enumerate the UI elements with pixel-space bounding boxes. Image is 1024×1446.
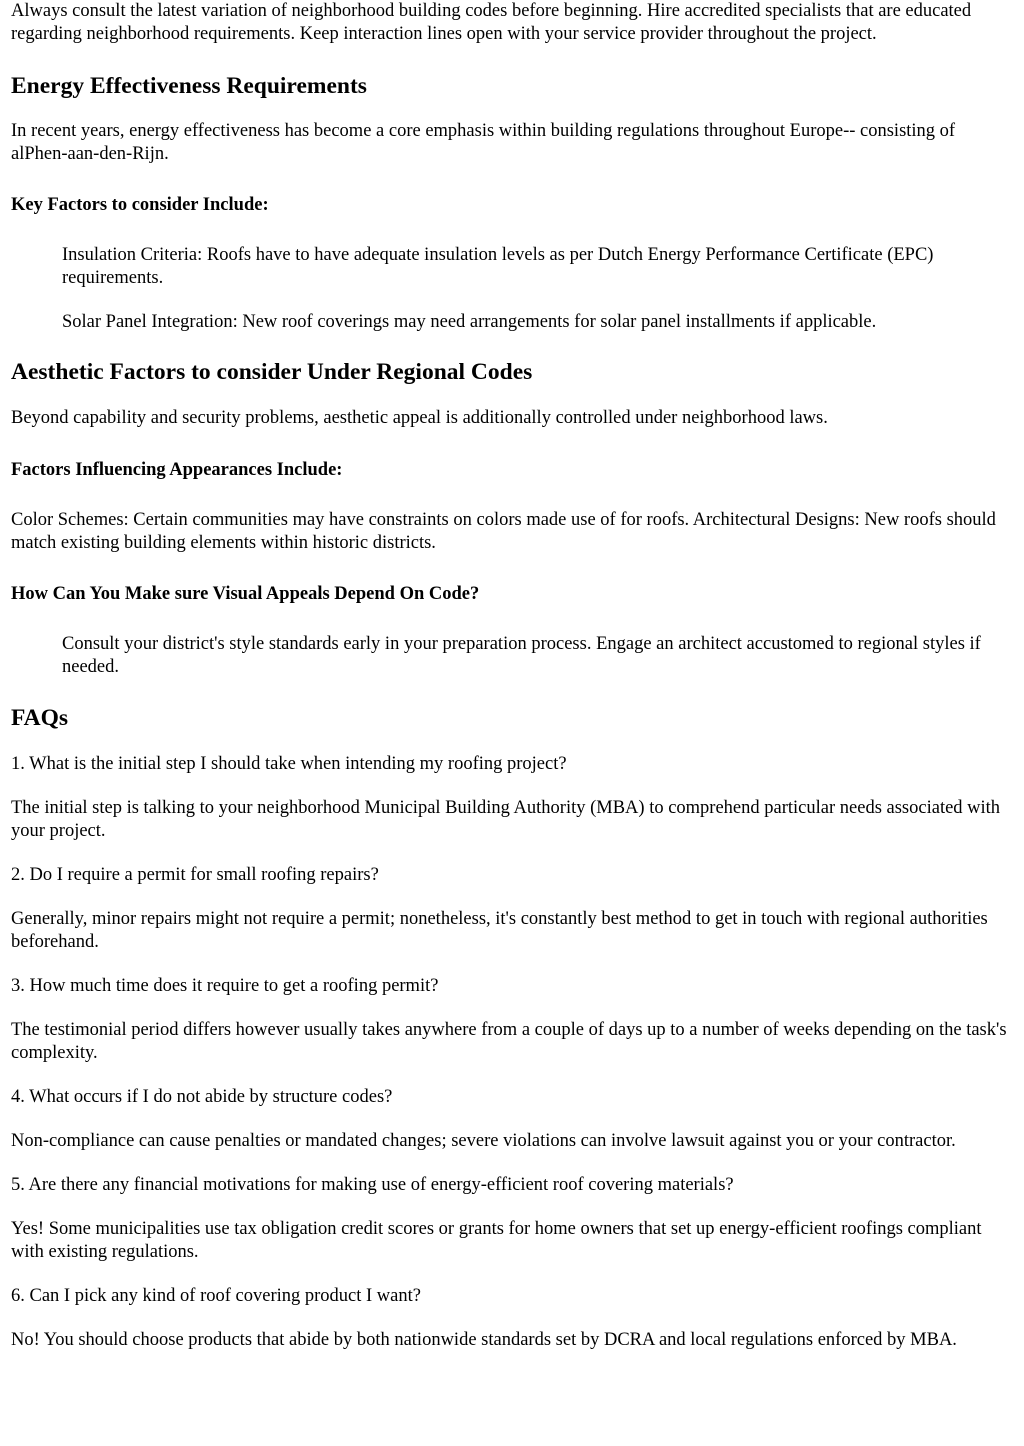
- faq-answer: The initial step is talking to your neighborhood Municipal Building Authority (MBA) to comprehend particular needs associated with your project.: [11, 798, 1001, 841]
- solar-panel-item: Solar Panel Integration: New roof coverings may need arrangements for solar panel installments if applicable.: [62, 312, 877, 332]
- faq-question: 2. Do I require a permit for small roofing repairs?: [11, 865, 379, 885]
- appearances-factors-heading: Factors Influencing Appearances Include:: [11, 460, 343, 480]
- energy-paragraph: In recent years, energy effectiveness has become a core emphasis within building regulations throughout Europe-- consisting of alPhen-aan-den-Rijn.: [11, 121, 956, 164]
- energy-factors-quote: [62, 244, 1013, 334]
- faq-answer: Generally, minor repairs might not require a permit; nonetheless, it's constantly best method to get in touch with regional authorities beforehand.: [11, 909, 988, 952]
- style-standards-advice: Consult your district's style standards early in your preparation process. Engage an architect accustomed to regional styles if needed.: [62, 634, 981, 677]
- faq-answer: Yes! Some municipalities use tax obligation credit scores or grants for home owners that set up energy-efficient roofings compliant with existing regulations.: [11, 1219, 982, 1262]
- faq-question: 5. Are there any financial motivations for making use of energy-efficient roof covering materials?: [11, 1175, 734, 1195]
- faq-answer: Non-compliance can cause penalties or mandated changes; severe violations can involve lawsuit against you or your contractor.: [11, 1131, 956, 1151]
- aesthetic-paragraph: Beyond capability and security problems, aesthetic appeal is additionally controlled under neighborhood laws.: [11, 408, 828, 428]
- faq-question: 6. Can I pick any kind of roof covering product I want?: [11, 1286, 421, 1306]
- faq-question: 3. How much time does it require to get a roofing permit?: [11, 976, 439, 996]
- insulation-criteria-item: Insulation Criteria: Roofs have to have adequate insulation levels as per Dutch Energy Performance Certificate (EPC) requirements.: [62, 245, 934, 288]
- faq-list: [11, 753, 1013, 1352]
- faq-question: 1. What is the initial step I should take when intending my roofing project?: [11, 754, 567, 774]
- intro-paragraph: Always consult the latest variation of neighborhood building codes before beginning. Hire accredited specialists that are educated regarding neighborhood requirements. Keep interaction lines open with your service provider throughout the project.: [11, 1, 972, 44]
- faq-answer: No! You should choose products that abide by both nationwide standards set by DCRA and local regulations enforced by MBA.: [11, 1330, 957, 1350]
- faq-answer: The testimonial period differs however usually takes anywhere from a couple of days up to a number of weeks depending on the task's complexity.: [11, 1020, 1007, 1063]
- visual-appeals-quote: [62, 633, 1013, 679]
- appearance-factors-paragraph: Color Schemes: Certain communities may have constraints on colors made use of for roofs. Architectural Designs: New roofs should match existing building elements within historic districts.: [11, 510, 996, 553]
- visual-appeals-heading: How Can You Make sure Visual Appeals Depend On Code?: [11, 584, 480, 604]
- faq-question: 4. What occurs if I do not abide by structure codes?: [11, 1087, 393, 1107]
- energy-key-factors-heading: Key Factors to consider Include:: [11, 195, 269, 215]
- faqs-heading: FAQs: [11, 705, 69, 731]
- energy-heading: Energy Effectiveness Requirements: [11, 73, 367, 99]
- aesthetic-heading: Aesthetic Factors to consider Under Regional Codes: [11, 359, 533, 385]
